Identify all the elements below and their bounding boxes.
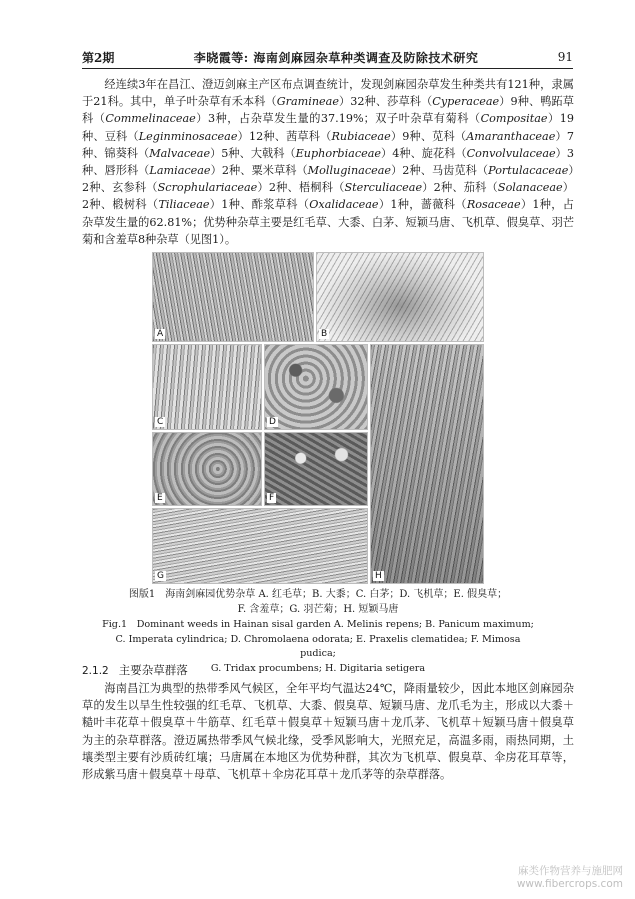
photo-panel-a <box>152 252 314 342</box>
panel-label: E <box>157 493 163 503</box>
section-heading <box>82 662 188 678</box>
page-number: 91 <box>557 50 573 64</box>
panel-label: C <box>157 417 164 427</box>
watermark-line: www.fibercrops.com <box>516 878 623 890</box>
running-header <box>82 46 573 69</box>
photo-panel-d <box>264 344 368 430</box>
paragraph-weed-communities <box>82 680 574 783</box>
photo-panel-f <box>264 432 368 506</box>
panel-label: G <box>157 571 164 581</box>
paragraph-text: 海南昌江为典型的热带季风气候区，全年平均气温达24℃，降雨量较少，因此本地区剑麻园杂草的发生以旱生性较强的红毛草、飞机草、大黍、假臭草、短颖马唐、龙爪毛为主，形成以大黍＋糙叶丰花草＋假臭草＋牛筋草、红毛草＋假臭草＋短颖马唐＋龙爪茅、飞机草＋短颖马唐＋假臭草为主的杂草群落。澄迈属热带季风气候北缘，受季风影响大，光照充足，高温多雨，雨热同期，土壤类型主要有沙质砖红壤；马唐属在本地区为优势种群，其次为飞机草、假臭草、伞房花耳草等，形成紫马唐＋假臭草＋母草、飞机草＋伞房花耳草＋龙爪茅等的杂草群落。 <box>82 682 574 782</box>
watermark-line: 麻类作物营养与施肥网 <box>518 865 623 877</box>
caption-line: 图版1 海南剑麻园优势杂草 A. 红毛草；B. 大黍；C. 白茅；D. 飞机草；E. 假臭草； <box>128 589 508 600</box>
photo-panel-g <box>152 508 368 584</box>
issue-number: 第2期 <box>82 50 115 65</box>
photo-panel-c <box>152 344 262 430</box>
figure-caption-chinese <box>100 588 536 617</box>
panel-label: B <box>321 329 328 339</box>
paragraph-weed-species: 经连续3年在昌江、澄迈剑麻主产区布点调查统计，发现剑麻园杂草发生种类共有121种，隶属于21科。其中，单子叶杂草有禾本科（Gramineae）32种、莎草科（Cyperaceae）9种、鸭跖草科（Commelinaceae）3种，占杂草发生量的37.19%；双子叶杂草有菊科（Compositae）19种、豆科（Leginminosaceae）12种、茜草科（Rubiaceae）9种、苋科（Amaranthaceae）7种、锦葵科（Malvaceae）5种、大戟科（Euphorbiaceae）4种、旋花科（Convolvulaceae）3种、唇形科（Lamiaceae）2种、粟米草科（Molluginaceae）2种、马齿苋科（Portulacaceae）2种、玄参科（Scrophulariaceae）2种、梧桐科（Sterculiaceae）2种、茄科（Solanaceae）2种、椴树科（Tiliaceae）1种、酢浆草科（Oxalidaceae）1种，蔷薇科（Rosaceae）1种，占杂草发生量的62.81%；优势种杂草主要是红毛草、大黍、白茅、短颖马唐、飞机草、假臭草、羽芒菊和含羞草8种杂草（见图1）。 <box>82 78 574 246</box>
site-watermark <box>517 865 623 891</box>
panel-label: A <box>157 329 164 339</box>
panel-label: D <box>269 417 276 427</box>
section-number: 2.1.2 <box>82 665 109 677</box>
photo-panel-e <box>152 432 262 506</box>
caption-line: Fig.1 Dominant weeds in Hainan sisal garden A. Melinis repens; B. Panicum maximum; <box>102 619 534 630</box>
photo-panel-h <box>370 344 484 584</box>
section-title: 主要杂草群落 <box>118 663 188 677</box>
panel-label: H <box>375 571 382 581</box>
caption-line: C. Imperata cylindrica; D. Chromolaena odorata; E. Praxelis clematidea; F. Mimosa pudica; <box>115 633 521 659</box>
photo-panel-b <box>316 252 484 342</box>
running-title: 李晓霞等: 海南剑麻园杂草种类调查及防除技术研究 <box>193 50 479 65</box>
caption-line: G. Tridax procumbens; H. Digitaria setigera <box>210 662 426 674</box>
figure-weed-photos <box>152 252 482 586</box>
caption-line: F. 含羞草；G. 羽芒菊；H. 短颖马唐 <box>237 603 399 615</box>
panel-label: F <box>269 493 275 503</box>
